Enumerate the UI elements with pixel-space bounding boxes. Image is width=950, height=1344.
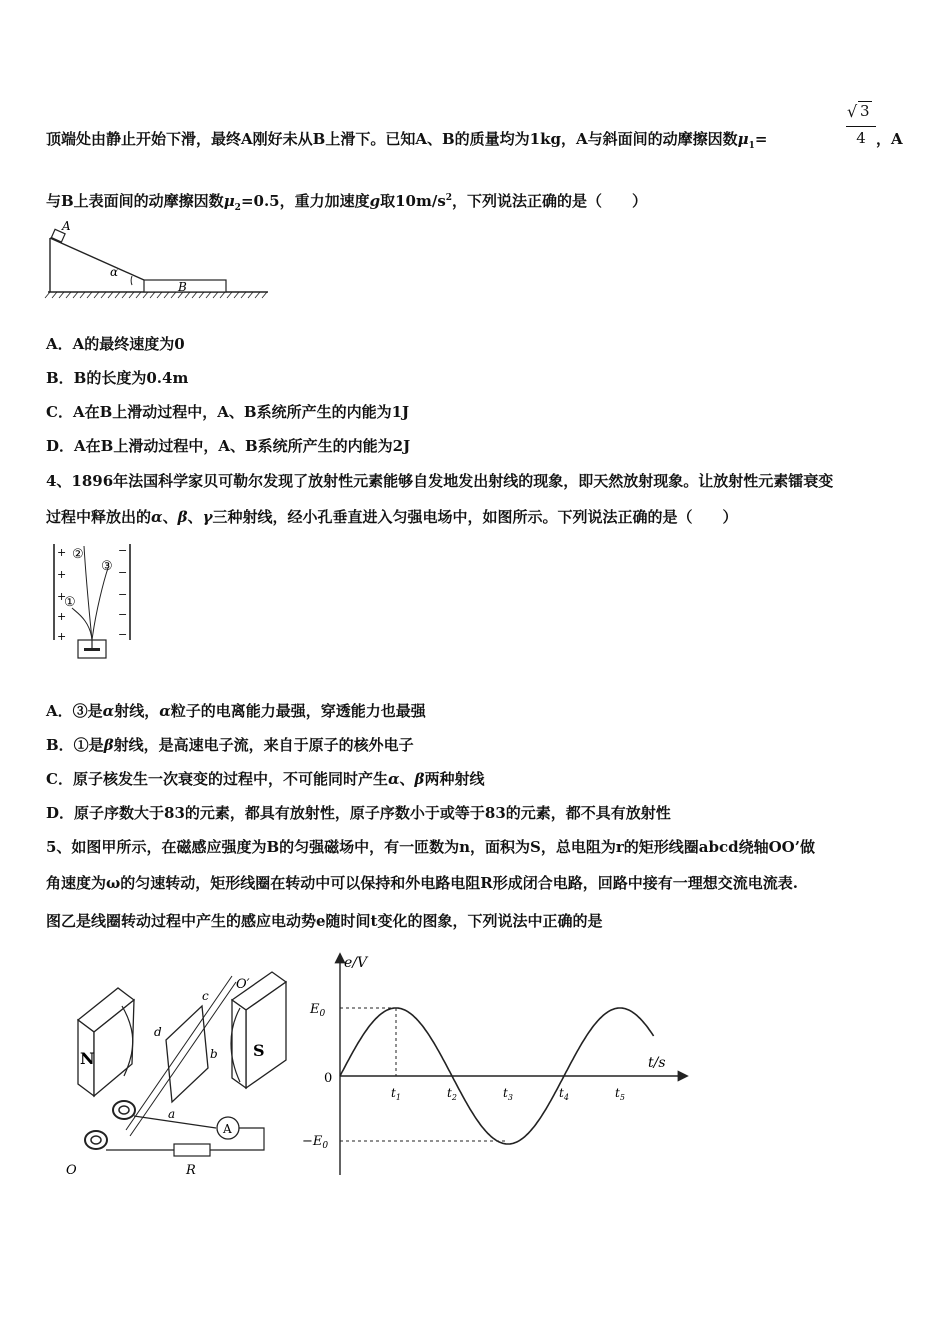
e0-label: $E_0$ xyxy=(310,1002,326,1019)
svg-text:O′: O′ xyxy=(236,977,250,992)
ray-3-label: ③ xyxy=(101,559,113,574)
svg-text:b: b xyxy=(210,1047,218,1061)
q3-line1-tail: ，A xyxy=(876,130,903,148)
svg-text:−: − xyxy=(118,608,128,621)
resistor-label: R xyxy=(186,1163,196,1178)
svg-text:d: d xyxy=(154,1025,162,1039)
svg-text:c: c xyxy=(202,989,209,1003)
ammeter-label: A xyxy=(223,1122,232,1136)
q3-option-c: C．A在B上滑动过程中，A、B系统所产生的内能为1J xyxy=(46,403,410,421)
origin-label: 0 xyxy=(324,1071,333,1086)
q3-line2: 与B上表面间的动摩擦因数$\mu_2=0.5$，重力加速度g取$10m/s^2$，下列说法正确的是（ ） xyxy=(46,192,648,213)
north-pole-label: N xyxy=(80,1049,95,1068)
svg-text:−: − xyxy=(118,566,128,579)
mu1-fraction: √ 3 4 xyxy=(846,102,876,147)
block-a-label: A xyxy=(62,219,71,233)
x-tick-label: $t_2$ xyxy=(447,1086,457,1102)
svg-text:+: + xyxy=(57,546,67,559)
incline-figure xyxy=(40,218,280,304)
emf-time-chart xyxy=(300,945,700,1185)
x-tick-label: $t_1$ xyxy=(391,1086,401,1102)
x-axis-label: t/s xyxy=(648,1055,666,1071)
x-tick-label: $t_5$ xyxy=(615,1086,625,1102)
angle-label: α xyxy=(110,265,119,279)
q3-option-a: A．A的最终速度为0 xyxy=(46,335,185,353)
generator-figure xyxy=(56,960,296,1190)
neg-e0-label: $-E_0$ xyxy=(302,1134,329,1151)
svg-text:O: O xyxy=(66,1163,77,1178)
x-tick-label: $t_3$ xyxy=(503,1086,513,1102)
q4-option-b: B．①是β射线，是高速电子流，来自于原子的核外电子 xyxy=(46,736,414,754)
q4-option-c: C．原子核发生一次衰变的过程中，不可能同时产生α、β两种射线 xyxy=(46,770,485,788)
q4-line1: 4、1896年法国科学家贝可勒尔发现了放射性元素能够自发地发出射线的现象，即天然放射现象。让放射性元素镭衰变 xyxy=(46,472,834,490)
q5-line3: 图乙是线圈转动过程中产生的感应电动势e随时间t变化的图象，下列说法中正确的是 xyxy=(46,912,603,930)
q4-option-d: D．原子序数大于83的元素，都具有放射性，原子序数小于或等于83的元素，都不具有放射性 xyxy=(46,804,671,822)
ray-1-label: ① xyxy=(64,595,76,610)
q3-line1: 顶端处由静止开始下滑，最终A刚好未从B上滑下。已知A、B的质量均为1kg，A与斜面间的动摩擦因数$\mu_1=$ xyxy=(46,130,768,151)
south-pole-label: S xyxy=(253,1041,265,1060)
svg-text:+: + xyxy=(57,568,67,581)
svg-text:+: + xyxy=(57,630,67,643)
svg-text:+: + xyxy=(57,610,67,623)
q5-line1: 5、如图甲所示，在磁感应强度为B的匀强磁场中，有一匝数为n，面积为S，总电阻为r的矩形线圈abcd绕轴OO’做 xyxy=(46,838,815,856)
svg-text:−: − xyxy=(118,544,128,557)
ray-2-label: ② xyxy=(72,547,84,562)
q5-line2: 角速度为ω的匀速转动，矩形线圈在转动中可以保持和外电路电阻R形成闭合电路，回路中接有一理想交流电流表. xyxy=(46,874,798,892)
q3-option-b: B．B的长度为0.4m xyxy=(46,369,189,387)
y-axis-label: e/V xyxy=(344,955,368,971)
radiation-figure xyxy=(46,540,146,662)
svg-text:−: − xyxy=(118,588,128,601)
q3-option-d: D．A在B上滑动过程中，A、B系统所产生的内能为2J xyxy=(46,437,411,455)
x-tick-label: $t_4$ xyxy=(559,1086,569,1102)
board-b-label: B xyxy=(178,280,187,294)
svg-text:+: + xyxy=(57,590,67,603)
q4-line2: 过程中释放出的α、β、γ三种射线，经小孔垂直进入匀强电场中，如图所示。下列说法正确的是（ ） xyxy=(46,508,738,526)
q4-option-a: A．③是α射线，α粒子的电离能力最强，穿透能力也最强 xyxy=(46,702,426,720)
svg-text:−: − xyxy=(118,628,128,641)
mu1-symbol: μ xyxy=(737,130,749,148)
svg-text:a: a xyxy=(168,1107,176,1121)
